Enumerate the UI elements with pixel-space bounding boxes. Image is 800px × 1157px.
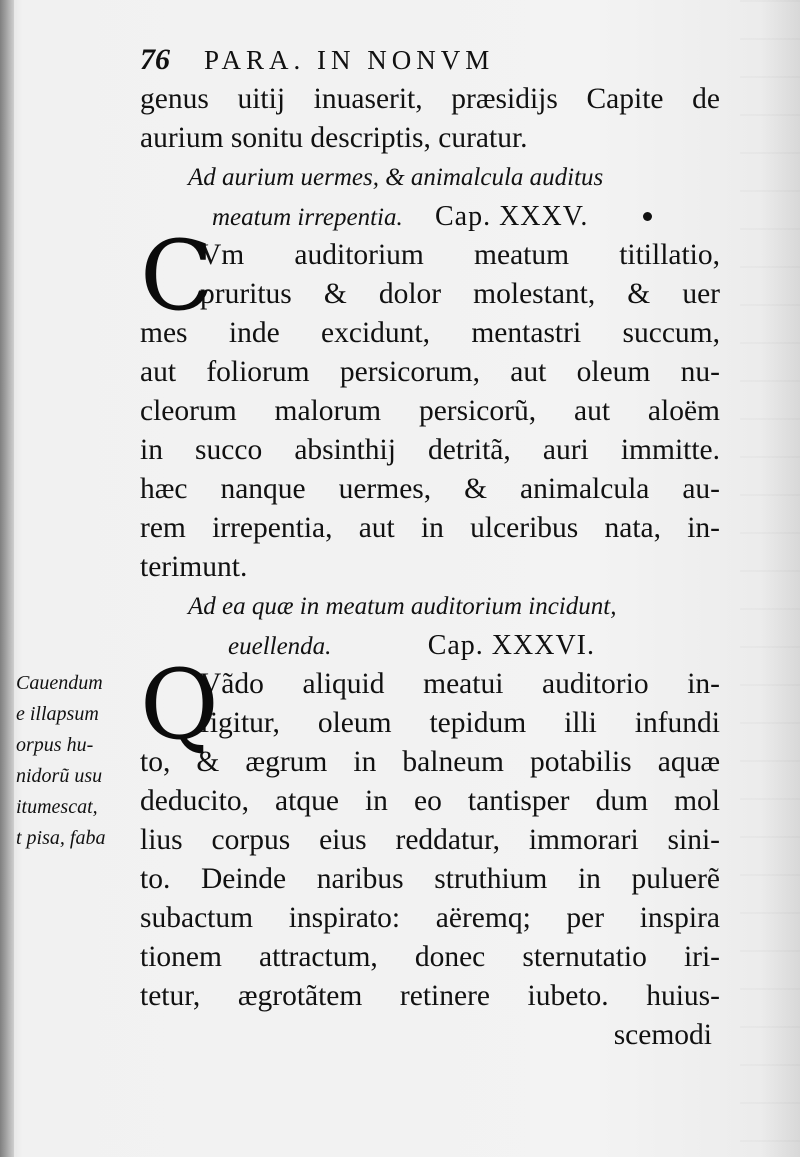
decorated-initial-q: Q (140, 649, 219, 761)
catchword: scemodi (613, 1019, 712, 1051)
decorated-initial-c: C (140, 220, 214, 332)
margin-note-line: nidorũ usu (16, 765, 103, 787)
margin-note-line: t pisa, faba (16, 827, 106, 849)
chapter-heading-36-line2 (140, 626, 720, 665)
text-line: rem irrepentia, aut in ulceribus nata, in- (140, 512, 720, 544)
chapter-heading-35-title: meatum irrepentia. (212, 204, 403, 231)
text-line: aurium sonitu descriptis, curatur. (140, 122, 528, 154)
text-line: mes inde excidunt, mentastri succum, (140, 317, 720, 349)
text-line: genus uitij inuaserit, præsidijs Capite de (140, 83, 720, 115)
text-line: Vm auditorium meatum titillatio, (200, 239, 720, 271)
margin-note-line: orpus hu- (16, 734, 94, 756)
text-line: in succo absinthij detritã, auri immitte. (140, 434, 720, 466)
text-line: tetur, ægrotãtem retinere iubeto. huius- (140, 980, 720, 1012)
binding-gutter-shadow (0, 0, 14, 1157)
main-text-block (140, 80, 720, 1055)
facing-page-bleed-through (740, 0, 800, 1157)
chapter-heading-36-line1: Ad ea quæ in meatum auditorium incidunt, (188, 593, 617, 620)
page-number: 76 (140, 43, 170, 76)
text-line: deducito, atque in eo tantisper dum mol (140, 785, 720, 817)
margin-note-line: e illapsum (16, 703, 99, 725)
text-line: terimunt. (140, 551, 248, 583)
text-line: to, & ægrum in balneum potabilis aquæ (140, 746, 720, 778)
text-line: to. Deinde naribus struthium in puluerẽ (140, 863, 720, 895)
chapter-36-opening (140, 649, 720, 761)
chapter-35-opening (140, 220, 720, 332)
margin-note-line: Cauendum (16, 672, 103, 694)
margin-note-line: itumescat, (16, 796, 98, 818)
chapter-heading-35-line2 (140, 197, 720, 236)
text-line: pruritus & dolor molestant, & uer (200, 278, 720, 310)
text-line: aut foliorum persicorum, aut oleum nu- (140, 356, 720, 388)
page-header (140, 40, 700, 80)
margin-notes (16, 668, 132, 854)
chapter-heading-35-line1: Ad aurium uermes, & animalcula auditus (188, 164, 604, 191)
chapter-number-35: Cap. XXXV. (434, 201, 589, 232)
chapter-number-36: Cap. XXXVI. (427, 630, 595, 661)
ornament-dot (643, 212, 652, 221)
text-line: Vãdo aliquid meatui auditorio in- (200, 668, 720, 700)
running-head: PARA. IN NONVM (204, 44, 495, 75)
text-line: subactum inspirato: aëremq; per inspira (140, 902, 720, 934)
text-line: lius corpus eius reddatur, immorari sini- (140, 824, 720, 856)
text-line: figitur, oleum tepidum illi infundi (200, 707, 720, 739)
text-line: hæc nanque uermes, & animalcula au- (140, 473, 720, 505)
text-line: tionem attractum, donec sternutatio iri- (140, 941, 720, 973)
chapter-heading-36-title: euellenda. (228, 633, 332, 660)
text-line: cleorum malorum persicorũ, aut aloëm (140, 395, 720, 427)
